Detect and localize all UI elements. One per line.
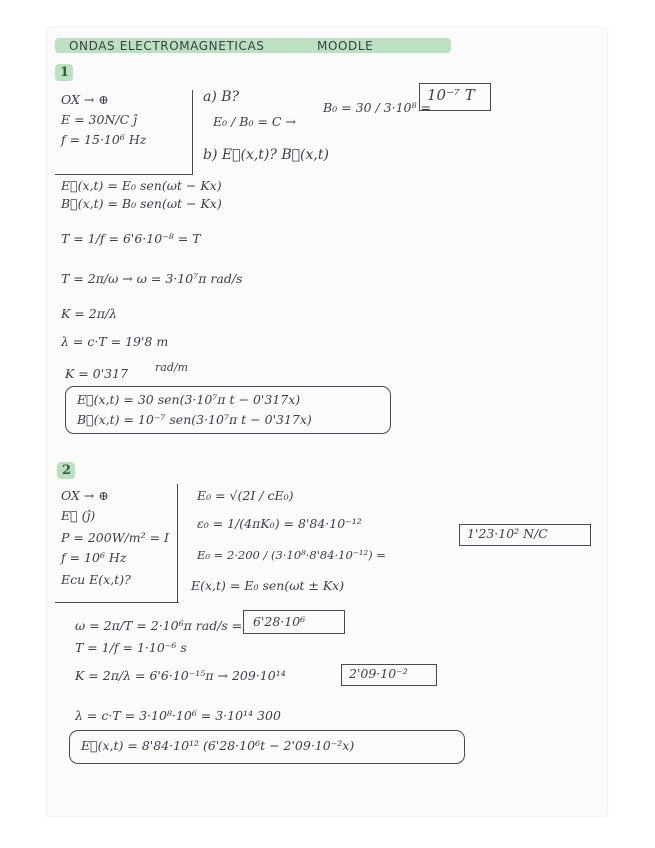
- result-e-2: E⃗(x,t) = 8'84·10¹² (6'28·10⁶t − 2'09·10⁻²x): [81, 738, 355, 753]
- k-unit: rad/m: [155, 361, 188, 374]
- omega-calc: T = 2π/ω → ω = 3·10⁷π rad/s: [61, 271, 243, 286]
- given-divider-h: [55, 174, 193, 175]
- eq-e-general: E⃗(x,t) = E₀ sen(ωt − Kx): [61, 178, 222, 193]
- given-1: OX → ⊕: [61, 92, 109, 107]
- omega2-calc: ω = 2π/T = 2·10⁶π rad/s =: [75, 618, 243, 633]
- given2-2: E⃗ (ĵ): [61, 508, 96, 523]
- page-title: ONDAS ELECTROMAGNETICAS: [69, 39, 265, 53]
- e0-calc: E₀ = 2·200 / (3·10⁸·8'84·10⁻¹²) =: [197, 548, 386, 562]
- result-b-1: B⃗(x,t) = 10⁻⁷ sen(3·10⁷π t − 0'317x): [77, 412, 312, 427]
- result-e-1: E⃗(x,t) = 30 sen(3·10⁷π t − 0'317x): [77, 392, 301, 407]
- e0-definition: E₀ = √(2I / cE₀): [197, 488, 294, 503]
- problem-2-number: 2: [62, 463, 72, 478]
- k2-result: 2'09·10⁻²: [349, 666, 408, 681]
- lambda2-calc: λ = c·T = 3·10⁸·10⁶ = 3·10¹⁴ 300: [75, 708, 281, 723]
- k-value: K = 0'317: [65, 366, 129, 381]
- given-2: E = 30N/C ĵ: [61, 112, 138, 127]
- given-3: f = 15·10⁶ Hz: [61, 132, 147, 147]
- part-a-calc: B₀ = 30 / 3·10⁸ =: [323, 100, 431, 115]
- given2-4: f = 10⁶ Hz: [61, 550, 127, 565]
- part-b-label: b) E⃗(x,t)? B⃗(x,t): [203, 147, 329, 163]
- lambda-calc: λ = c·T = 19'8 m: [61, 334, 169, 349]
- eq-e2-general: E(x,t) = E₀ sen(ωt ± Kx): [191, 578, 345, 593]
- period2-calc: T = 1/f = 1·10⁻⁶ s: [75, 640, 187, 655]
- part-a-label: a) B?: [203, 89, 240, 105]
- part-a-result: 10⁻⁷ T: [427, 86, 475, 104]
- part-a-equation: E₀ / B₀ = C →: [213, 114, 296, 129]
- given2-divider-v: [177, 484, 178, 602]
- given2-5: Ecu E(x,t)?: [61, 572, 131, 587]
- k-definition: K = 2π/λ: [61, 306, 118, 321]
- page-title-right: MOODLE: [317, 39, 374, 53]
- problem-1-number: 1: [60, 65, 70, 80]
- given2-divider-h: [55, 602, 179, 603]
- given2-1: OX → ⊕: [61, 488, 109, 503]
- given-divider-v: [192, 90, 193, 174]
- eq-b-general: B⃗(x,t) = B₀ sen(ωt − Kx): [61, 196, 222, 211]
- omega2-result: 6'28·10⁶: [253, 614, 306, 629]
- notebook-page: [47, 28, 607, 816]
- period-calc: T = 1/f = 6'6·10⁻⁸ = T: [61, 231, 201, 246]
- given2-3: P = 200W/m² = I: [61, 530, 169, 545]
- eps0-calc: ε₀ = 1/(4πK₀) = 8'84·10⁻¹²: [197, 516, 362, 531]
- k2-calc: K = 2π/λ = 6'6·10⁻¹⁵π → 209·10¹⁴: [75, 668, 286, 683]
- e0-result: 1'23·10² N/C: [467, 526, 548, 541]
